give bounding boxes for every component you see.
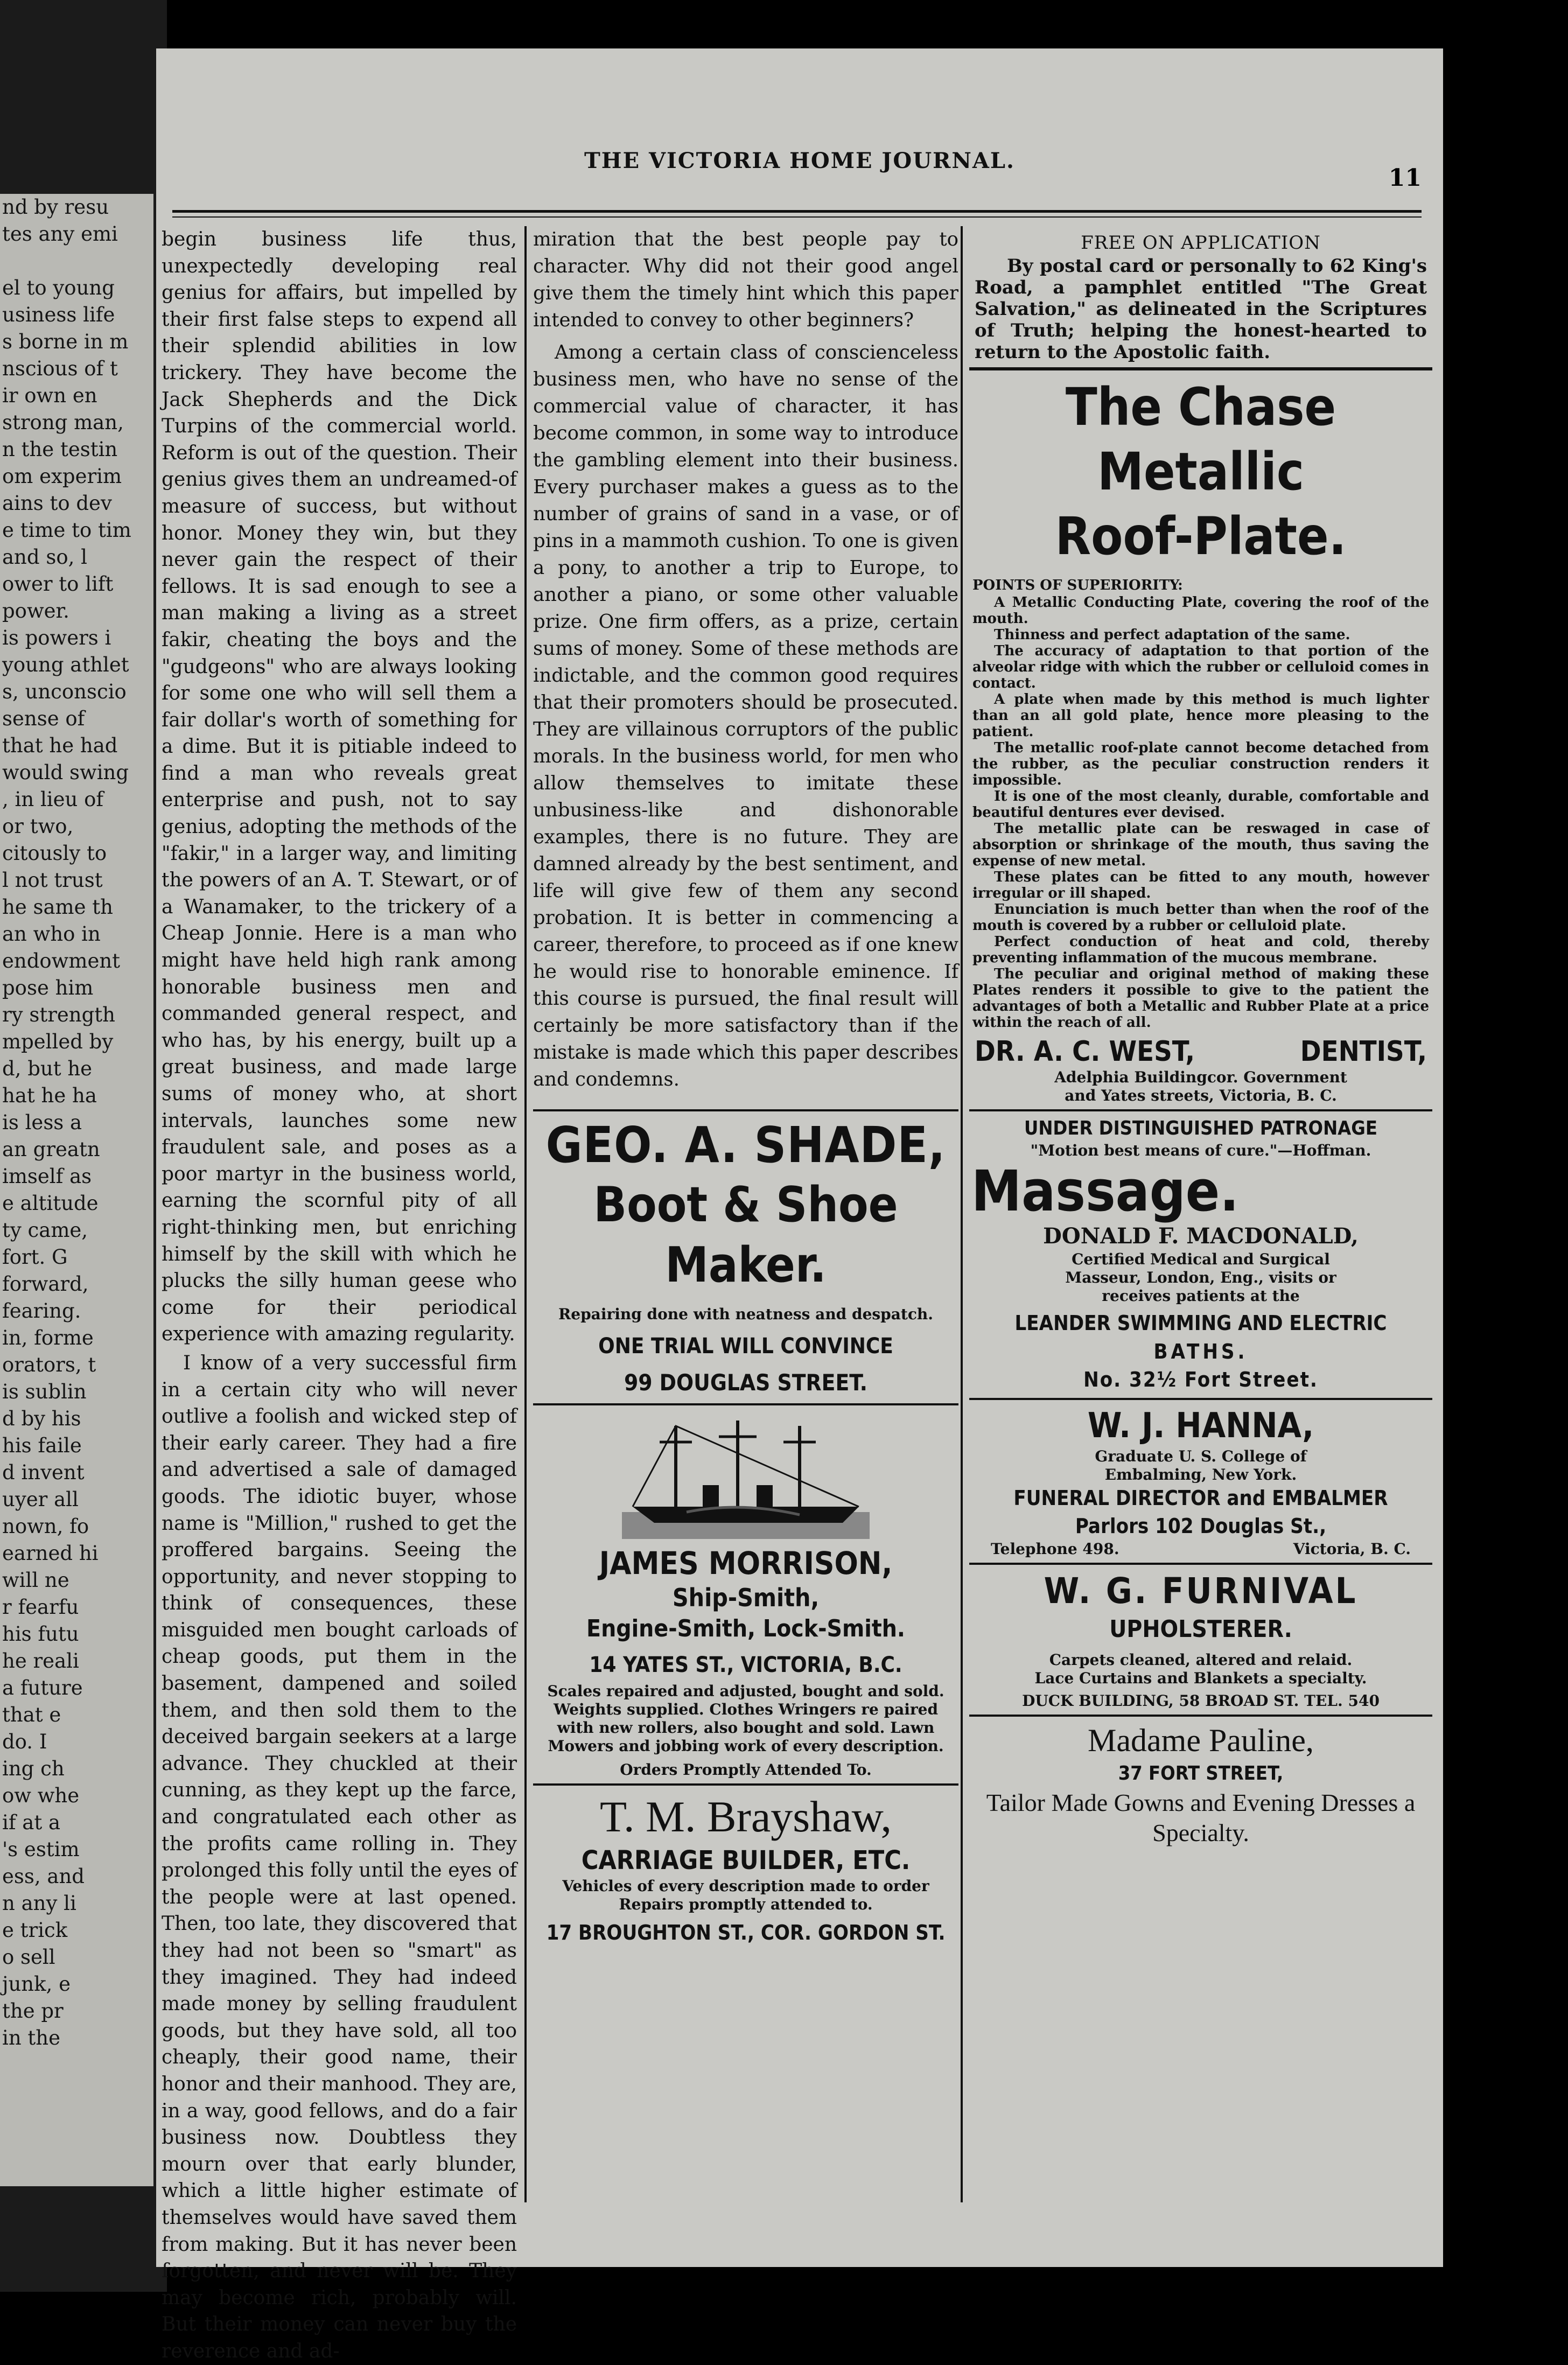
hanna-title: FUNERAL DIRECTOR and EMBALMER [1013, 1486, 1388, 1510]
free-body: By postal card or personally to 62 King's Road, a pamphlet entitled "The Great Salvation," as delineated in the Scriptures of Truth; helping the honest-hearted to return to the Apostolic faith. [975, 255, 1427, 363]
left-page-line: ing ch [2, 1757, 65, 1780]
furnival-line1: Carpets cleaned, altered and relaid. [1049, 1651, 1353, 1669]
left-page-line: s borne in m [2, 330, 129, 353]
left-page-line: uyer all [2, 1488, 79, 1511]
left-page-fragment [0, 194, 153, 2186]
book-spine [0, 0, 167, 2292]
brayshaw-body: Vehicles of every description made to order Repairs promptly attended to. [562, 1877, 929, 1913]
newspaper-page [156, 48, 1443, 2362]
morrison-trade1: Ship-Smith, [672, 1583, 820, 1612]
left-page-line: ains to dev [2, 492, 112, 515]
article-paragraph: Among a certain class of conscienceless business men, who have no sense of the commercial value of character, it has become common, in some way to introduce the gambling element into their business. Every purchaser makes a guess as to the number of grains of sand in a vase, or of pins in a mammoth cushion. To one is given a pony, to another a trip to Europe, to another a piano, or some other valuable prize. One firm offers, as a prize, certain sums of money. Some of these methods are indictable, and the common good requires that their promoters should be prosecuted. They are villainous corruptors of the public morals. In the business world, for men who allow themselves to imitate these unbusiness-like and dishonorable examples, there is no future. They are damned already by the best sentiment, and life will give few of them any second probation. It is better in commencing a career, therefore, to proceed as if one knew he would rise to honorable eminence. If this course is pursued, the final result will certainly be more satisfactory than if the mistake is made which this paper describes and condemns. [533, 341, 958, 1090]
left-page-line: ir own en [2, 384, 97, 407]
left-page-line: ower to lift [2, 572, 114, 596]
page-header: THE VICTORIA HOME JOURNAL. [584, 148, 1015, 173]
dentist-line [969, 1031, 1432, 1068]
left-page-line: om experim [2, 465, 122, 488]
chase-points [969, 594, 1432, 1031]
shade-trade: Boot & Shoe Maker. [593, 1177, 898, 1293]
steamship-icon [622, 1415, 870, 1539]
left-page-line: his futu [2, 1622, 79, 1646]
massage-title: Massage. [971, 1158, 1239, 1224]
left-page-line: in the [2, 2026, 61, 2049]
left-page-line: d invent [2, 1461, 85, 1484]
morrison-footer: Orders Promptly Attended To. [620, 1761, 872, 1779]
hanna-body: Graduate U. S. College of Embalming, New York. [1095, 1447, 1307, 1484]
left-page-line: and so, l [2, 545, 87, 569]
left-page-line: ess, and [2, 1865, 85, 1888]
shade-name: GEO. A. SHADE, [545, 1116, 946, 1174]
article-paragraph: begin business life thus, unexpectedly developing real genius for affairs, but impelled by their first false steps to expend all their splendid abilities in low trickery. They have become the Jack Shepherds and the Dick Turpins of the commercial world. Reform is out of the question. Their genius gives them an undreamed-of measure of success, but without honor. Money they win, but they never gain the respect of their fellows. It is sad enough to see a man making a living as a street fakir, cheating the boys and the "gudgeons" who are always looking for some one who will sell them a fair dollar's worth of something for a dime. But it is pitiable indeed to find a man who reveals great enterprise and push, not to say genius, adopting the methods of the "fakir," in a larger way, and limiting the powers of an A. T. Stewart, or of a Wanamaker, to the trickery of a Cheap Jonnie. Here is a man who might have held high rank among honorable business men and commanded general respect, and who has, by his energy, built up a great business, and made large sums of money who, at short intervals, launches some new fraudulent sale, and poses as a poor martyr in the business world, earning the scornful pity of all right-thinking men, but enriching himself by the skill with which he plucks the silly human geese who come for their periodical experience with amazing regularity. [162, 228, 517, 1346]
left-page-line: ry strength [2, 1003, 116, 1026]
furnival-trade: UPHOLSTERER. [1109, 1615, 1292, 1643]
dentist-title: DENTIST, [1300, 1035, 1427, 1068]
chase-point: The accuracy of adaptation to that portion of the alveolar ridge with which the rubber or celluloid comes in contact. [972, 643, 1429, 691]
left-page-line: ow whe [2, 1784, 80, 1807]
left-page-line: n any li [2, 1892, 76, 1915]
furnival-name: W. G. FURNIVAL [1044, 1570, 1358, 1612]
morrison-address: 14 YATES ST., VICTORIA, B.C. [589, 1653, 902, 1677]
page-number: 11 [1388, 164, 1422, 192]
article-column-1 [162, 226, 517, 2362]
left-page-line: forward, [2, 1272, 89, 1296]
left-page-line: fort. G [2, 1246, 68, 1269]
morrison-trade2: Engine-Smith, Lock-Smith. [586, 1615, 905, 1642]
furnival-advertisement [969, 1565, 1432, 1717]
column-divider [524, 226, 527, 2202]
left-page-line: nscious of t [2, 357, 118, 380]
left-page-line: nown, fo [2, 1515, 89, 1538]
pauline-name: Madame Pauline, [1088, 1723, 1314, 1758]
brayshaw-trade: CARRIAGE BUILDER, ETC. [581, 1845, 911, 1876]
massage-quote: "Motion best means of cure."—Hoffman. [1030, 1142, 1371, 1159]
left-page-line: would swing [2, 761, 129, 784]
left-page-line: young athlet [2, 653, 129, 676]
chase-point: Perfect conduction of heat and cold, thereby preventing inflammation of the mucous membrane. [972, 934, 1429, 966]
article-column-2 [533, 226, 958, 2202]
furnival-address: DUCK BUILDING, 58 BROAD ST. TEL. 540 [1022, 1692, 1380, 1710]
chase-subhead: POINTS OF SUPERIORITY: [972, 577, 1183, 593]
pauline-body: Tailor Made Gowns and Evening Dresses a Specialty. [986, 1789, 1416, 1846]
hanna-name: W. J. HANNA, [1087, 1406, 1314, 1446]
massage-baths1: LEANDER SWIMMING AND ELECTRIC [1014, 1311, 1387, 1335]
hanna-parlors: Parlors 102 Douglas St., [1075, 1514, 1327, 1538]
left-page-line: nd by resu [2, 195, 109, 219]
left-page-line: earned hi [2, 1542, 99, 1565]
article-paragraph: I know of a very successful firm in a certain city who will never outlive a foolish and wicked step of their early career. They had a fire and advertised a sale of damaged goods. The idiotic buyer, whose name is "Million," rushed to get the proffered bargains. Seeing the opportunity, and never stopping to think of consequences, these misguided men bought carloads of cheap goods, put them in the basement, dampened and soiled them, and then sold them to the deceived bargain seekers at a large advance. They chuckled at their cunning, as they kept up the farce, and congratulated each other as the profits came rolling in. They prolonged this folly until the eyes of the people were at last opened. Then, too late, they discovered that they had not been so "smart" as they imagined. They had indeed made money by selling fraudulent goods, but they have sold, all too cheaply, their good name, their honor and their manhood. They are, in a way, good fellows, and do a fair business now. Doubtless they mourn over that early blunder, which a little higher estimate of themselves would have saved them from making. But it has never been forgotten, and never will be. They may become rich, probably will. But their money can never buy the reverence and ad- [162, 1352, 517, 2362]
shade-line2: ONE TRIAL WILL CONVINCE [598, 1334, 893, 1359]
left-page-line: s, unconscio [2, 680, 127, 703]
chase-point: A plate when made by this method is much lighter than an all gold plate, hence more pleasing to the patient. [972, 691, 1429, 740]
left-page-line: that he had [2, 734, 118, 757]
chase-title1: The Chase Metallic [1065, 377, 1336, 502]
article-paragraph: miration that the best people pay to character. Why did not their good angel give them the timely hint which this paper intended to convey to other beginners? [533, 228, 958, 331]
left-page-line: usiness life [2, 303, 115, 326]
ad-column-3 [969, 226, 1432, 2202]
left-page-line: power. [2, 599, 69, 622]
left-page-line: e time to tim [2, 519, 131, 542]
hanna-advertisement [969, 1400, 1432, 1565]
left-page-line: junk, e [2, 1972, 71, 1996]
morrison-advertisement [533, 1405, 958, 1786]
massage-patronage: UNDER DISTINGUISHED PATRONAGE [1024, 1117, 1377, 1139]
left-page-line: he same th [2, 895, 113, 919]
chase-point: It is one of the most cleanly, durable, comfortable and beautiful dentures ever devised. [972, 788, 1429, 821]
chase-point: Enunciation is much better than when the roof of the mouth is covered by a rubber or celluloid plate. [972, 901, 1429, 934]
left-page-line: will ne [2, 1569, 69, 1592]
hanna-city: Victoria, B. C. [1293, 1540, 1411, 1558]
left-page-line: the pr [2, 1999, 64, 2023]
left-page-line: l not trust [2, 869, 103, 892]
chase-point: The metallic roof-plate cannot become detached from the rubber, as the peculiar construction renders it impossible. [972, 740, 1429, 788]
left-page-line: pose him [2, 976, 94, 999]
header-rule-thin [172, 216, 1422, 218]
left-page-line: ty came, [2, 1219, 88, 1242]
left-page-line: r fearfu [2, 1596, 79, 1619]
left-page-line: an greatn [2, 1138, 100, 1161]
left-page-line: is less a [2, 1111, 82, 1134]
hanna-telephone: Telephone 498. [991, 1540, 1119, 1558]
chase-point: The peculiar and original method of making these Plates renders it possible to give to the patient the advantages of both a Metallic and Rubber Plate at a price within the reach of all. [972, 966, 1429, 1031]
furnival-line2: Lace Curtains and Blankets a specialty. [1034, 1669, 1367, 1687]
free-advertisement [969, 226, 1432, 370]
left-page-line: 's estim [2, 1838, 80, 1861]
left-page-line: endowment [2, 949, 121, 972]
morrison-name: JAMES MORRISON, [599, 1545, 893, 1582]
chase-point: A Metallic Conducting Plate, covering the roof of the mouth. [972, 594, 1429, 627]
left-page-line: , in lieu of [2, 788, 104, 811]
left-page-line: strong man, [2, 411, 124, 434]
left-page-line: is sublin [2, 1380, 87, 1403]
left-page-line: do. I [2, 1730, 47, 1753]
left-page-line: he reali [2, 1649, 79, 1673]
left-page-line [0, 248, 153, 275]
left-page-line: o sell [2, 1946, 55, 1969]
chase-point: These plates can be fitted to any mouth, however irregular or ill shaped. [972, 869, 1429, 901]
left-page-line: his faile [2, 1434, 82, 1457]
left-page-line: d by his [2, 1407, 81, 1430]
left-page-line: if at a [2, 1811, 61, 1834]
pauline-advertisement [969, 1717, 1432, 1852]
left-page-line: mpelled by [2, 1030, 114, 1053]
shade-advertisement [533, 1109, 958, 1405]
left-page-line: a future [2, 1676, 83, 1699]
morrison-body: Scales repaired and adjusted, bought and sold. Weights supplied. Clothes Wringers re paired with new rollers, also bought and sold. Lawn Mowers and jobbing work of every description. [547, 1682, 944, 1755]
massage-address: No. 32½ Fort Street. [1083, 1368, 1318, 1391]
left-page-line: fearing. [2, 1299, 81, 1323]
brayshaw-name: T. M. Brayshaw, [599, 1792, 892, 1841]
massage-baths2: BATHS. [1153, 1340, 1248, 1363]
left-page-line: hat he ha [2, 1084, 97, 1107]
dentist-name: DR. A. C. WEST, [975, 1035, 1195, 1068]
column-divider [961, 226, 963, 2202]
header-rule [172, 210, 1422, 213]
left-page-line: imself as [2, 1165, 92, 1188]
chase-point: Thinness and perfect adaptation of the same. [994, 627, 1350, 643]
left-page-line: d, but he [2, 1057, 93, 1080]
massage-name: DONALD F. MACDONALD, [1043, 1223, 1359, 1249]
left-page-line: e trick [2, 1919, 68, 1942]
left-page-line: or two, [2, 815, 74, 838]
pauline-address: 37 FORT STREET, [1118, 1762, 1284, 1785]
brayshaw-address: 17 BROUGHTON ST., COR. GORDON ST. [546, 1921, 946, 1944]
left-page-line: el to young [2, 276, 115, 299]
left-page-line: sense of [2, 707, 85, 730]
free-title: FREE ON APPLICATION [1081, 232, 1321, 254]
hanna-contact [969, 1540, 1432, 1558]
dentist-address: Adelphia Buildingcor. Government and Yates streets, Victoria, B. C. [1054, 1068, 1347, 1104]
left-page-line: n the testin [2, 438, 118, 461]
chase-point: The metallic plate can be reswaged in case of absorption or shrinkage of the mouth, thus saving the expense of new metal. [972, 821, 1429, 869]
brayshaw-advertisement [533, 1786, 958, 1951]
left-page-line: tes any emi [2, 222, 118, 246]
left-page-line: citously to [2, 842, 107, 865]
chase-title2: Roof-Plate. [1055, 506, 1347, 566]
shade-address: 99 DOUGLAS STREET. [624, 1369, 868, 1396]
left-page-line: e altitude [2, 1192, 99, 1215]
left-page-line: an who in [2, 922, 101, 946]
left-page-line: that e [2, 1703, 61, 1726]
left-page-line: orators, t [2, 1353, 96, 1376]
massage-body: Certified Medical and Surgical Masseur, London, Eng., visits or receives patients at the [1065, 1250, 1336, 1305]
left-page-line: is powers i [2, 626, 111, 649]
massage-advertisement [969, 1111, 1432, 1400]
left-page-line: in, forme [2, 1326, 94, 1349]
chase-advertisement [969, 370, 1432, 1111]
shade-line1: Repairing done with neatness and despatch. [558, 1305, 933, 1323]
